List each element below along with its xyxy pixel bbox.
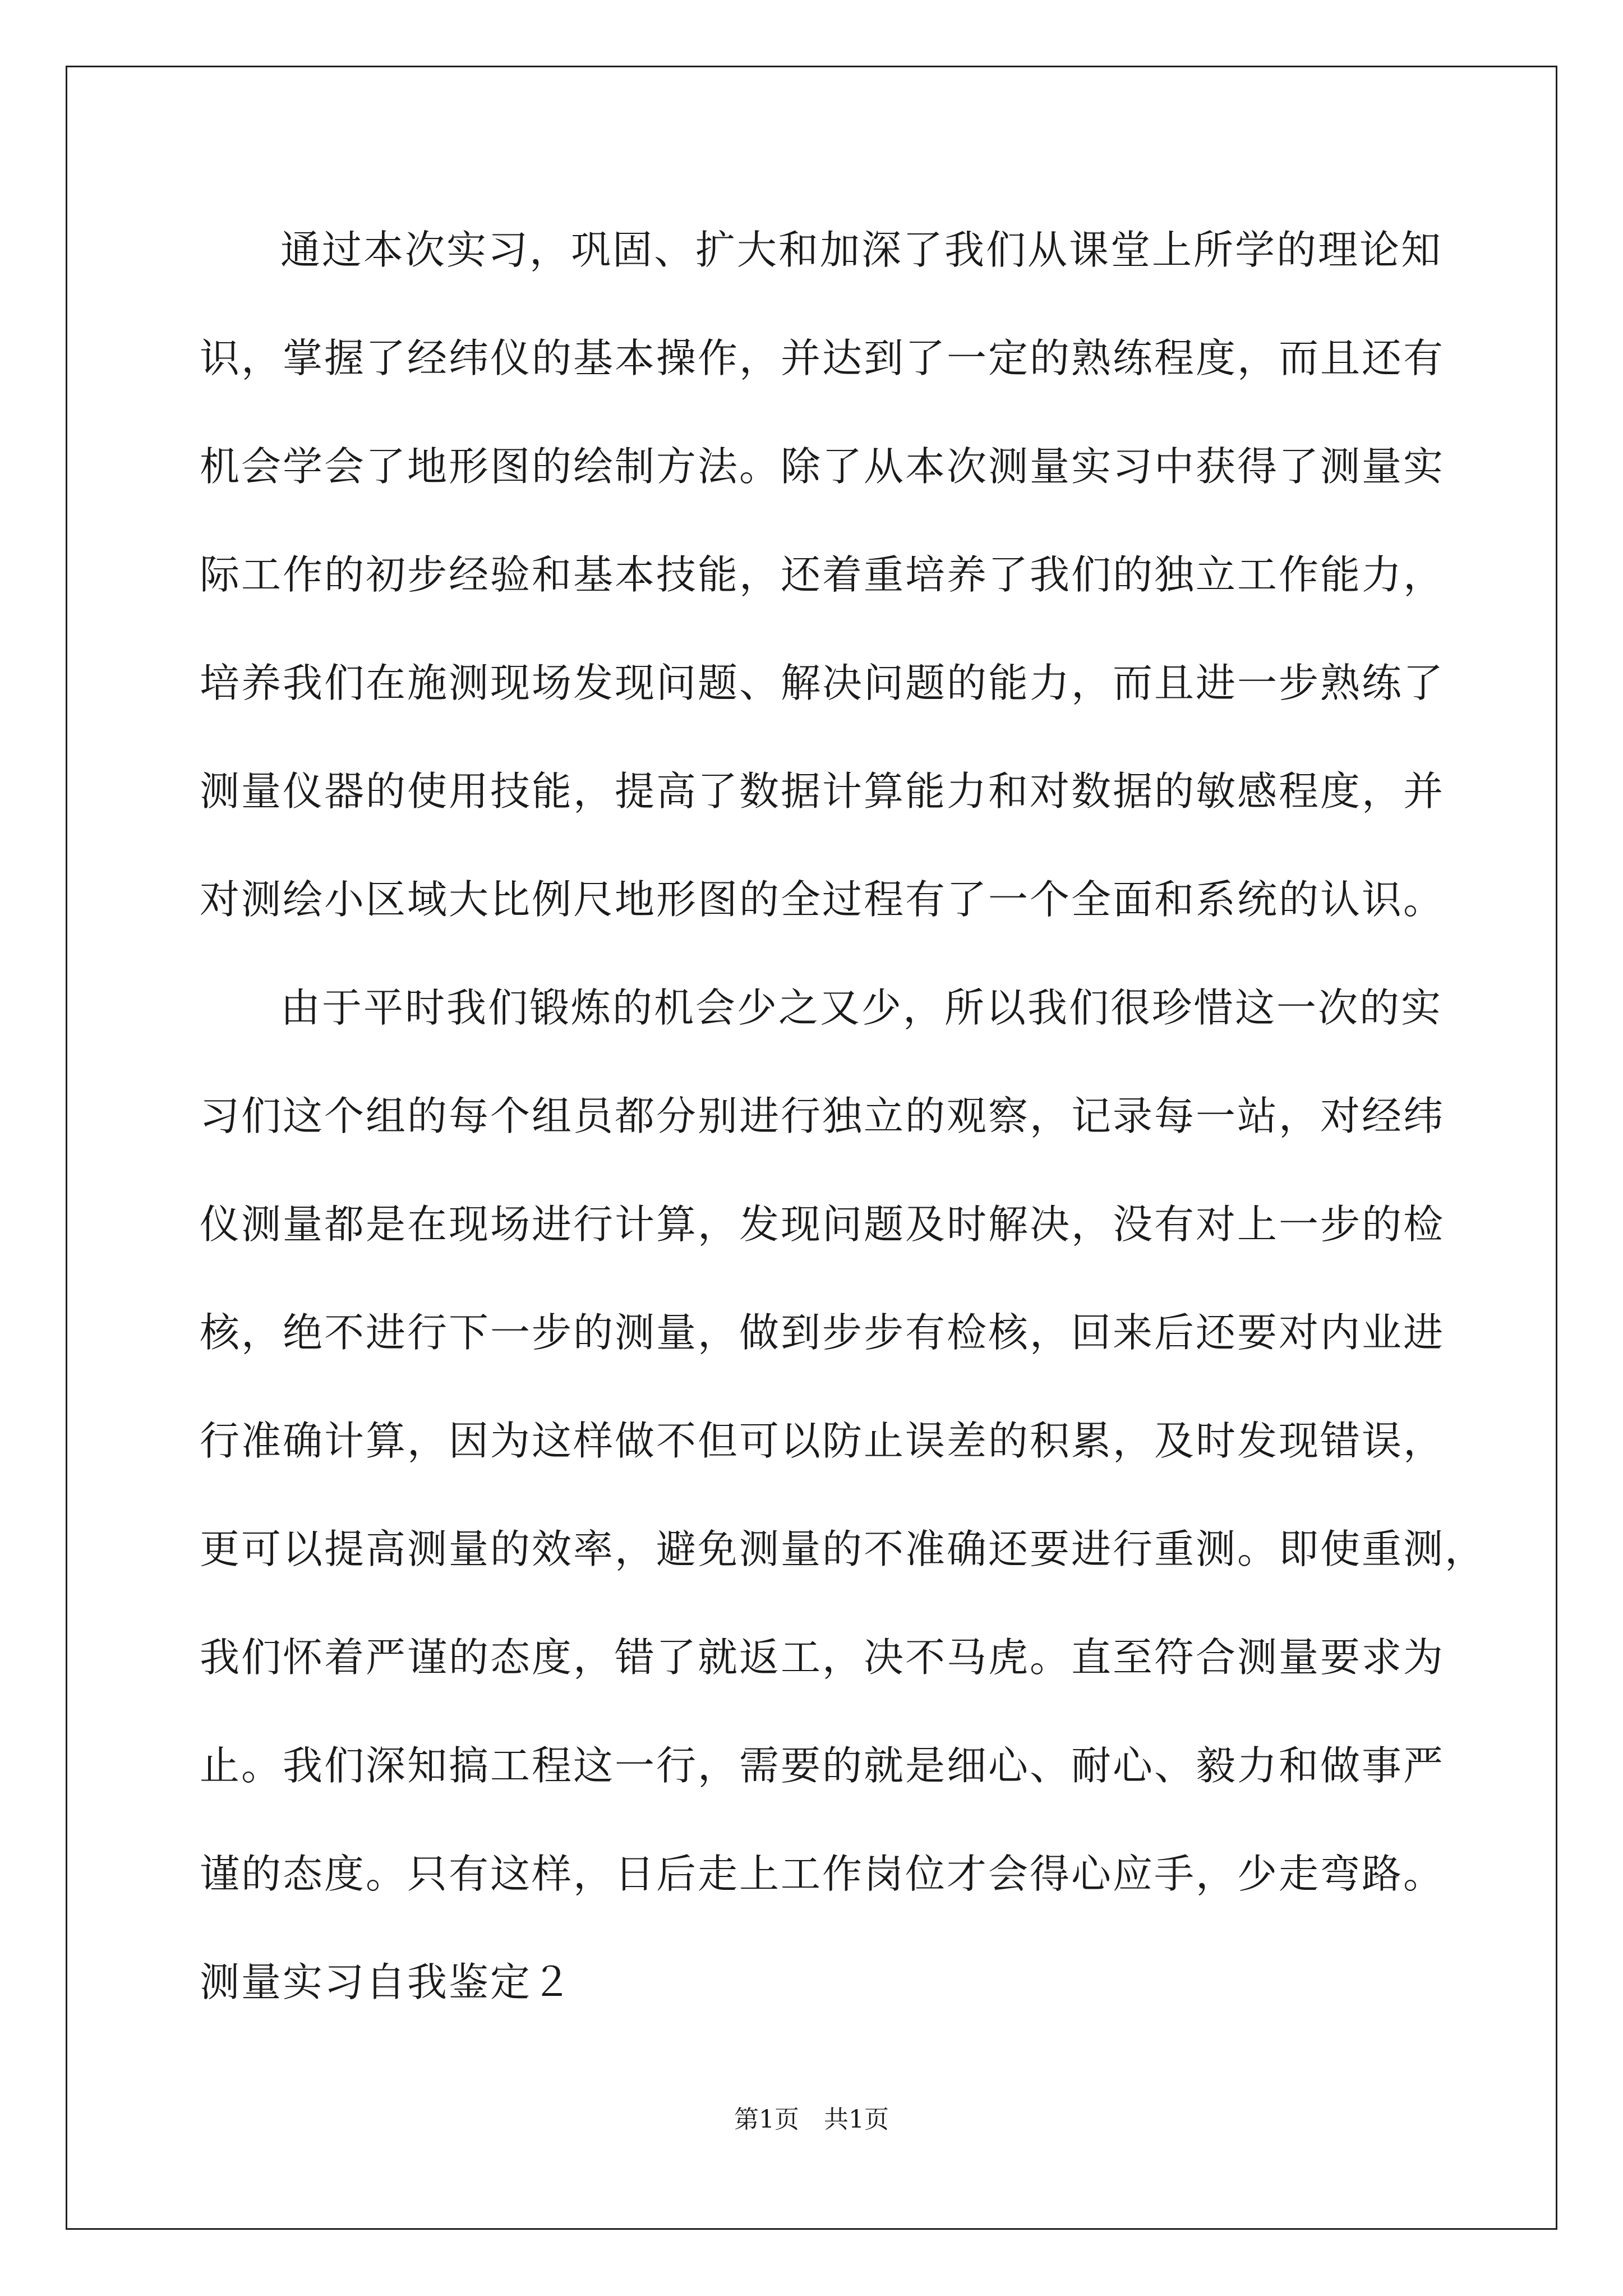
section-heading: 测量实习自我鉴定２ <box>200 1959 574 2005</box>
paragraph-2-line-4: 核，绝不进行下一步的测量，做到步步有检核，回来后还要对内业进 <box>200 1309 1445 1356</box>
paragraph-1-line-2: 识，掌握了经纬仪的基本操作，并达到了一定的熟练程度，而且还有 <box>200 335 1445 381</box>
paragraph-1-line-1: 通过本次实习，巩固、扩大和加深了我们从课堂上所学的理论知 <box>280 227 1443 273</box>
page-footer: 第1页 共1页 <box>734 2105 889 2134</box>
paragraph-2-line-2: 习们这个组的每个组员都分别进行独立的观察，记录每一站，对经纬 <box>200 1093 1445 1139</box>
paragraph-1-line-3: 机会学会了地形图的绘制方法。除了从本次测量实习中获得了测量实 <box>200 443 1445 490</box>
paragraph-1-line-4: 际工作的初步经验和基本技能，还着重培养了我们的独立工作能力， <box>200 551 1445 598</box>
paragraph-1-line-5: 培养我们在施测现场发现问题、解决问题的能力，而且进一步熟练了 <box>200 660 1445 706</box>
paragraph-2-line-5: 行准确计算，因为这样做不但可以防止误差的积累，及时发现错误， <box>200 1418 1445 1464</box>
paragraph-1-line-7: 对测绘小区域大比例尺地形图的全过程有了一个全面和系统的认识。 <box>200 876 1445 923</box>
page-border <box>66 66 1557 2230</box>
paragraph-2-line-7: 我们怀着严谨的态度，错了就返工，决不马虎。直至符合测量要求为 <box>200 1634 1445 1681</box>
paragraph-2-line-3: 仪测量都是在现场进行计算，发现问题及时解决，没有对上一步的检 <box>200 1201 1445 1248</box>
paragraph-1-line-6: 测量仪器的使用技能，提高了数据计算能力和对数据的敏感程度，并 <box>200 768 1445 815</box>
paragraph-2-line-9: 谨的态度。只有这样，日后走上工作岗位才会得心应手，少走弯路。 <box>200 1851 1445 1897</box>
paragraph-2-line-1: 由于平时我们锻炼的机会少之又少，所以我们很珍惜这一次的实 <box>280 984 1443 1031</box>
paragraph-2-line-6: 更可以提高测量的效率，避免测量的不准确还要进行重测。即使重测， <box>200 1526 1487 1572</box>
paragraph-2-line-8: 止。我们深知搞工程这一行，需要的就是细心、耐心、毅力和做事严 <box>200 1742 1445 1789</box>
